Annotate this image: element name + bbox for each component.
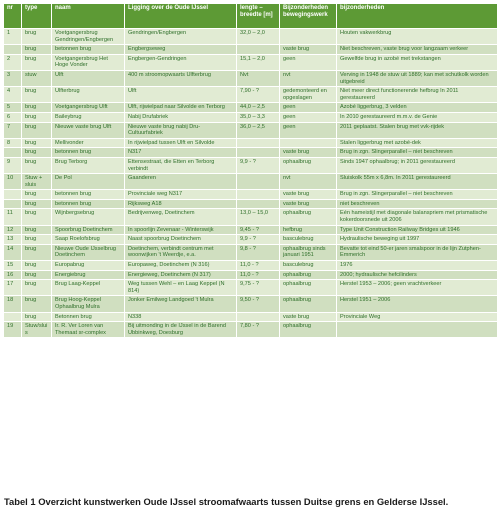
table-row: [4, 29, 498, 45]
cell-bijzonderheden: Niet beschreven, vaste brug voor langzaam verkeer: [337, 45, 498, 55]
table-row: [4, 174, 498, 190]
cell-bijzonderheden: Gewelfde brug in azobé met trekstangen: [337, 54, 498, 70]
cell-nr: 13: [4, 235, 22, 245]
cell-afmeting: 13,0 – 15,0: [237, 209, 280, 225]
cell-naam: Brug Hoog-Keppel Ophaalbrug Mulra: [52, 296, 125, 312]
cell-type: brug: [22, 112, 52, 122]
cell-bijzonderheden: Hydraulische beweging uit 1997: [337, 235, 498, 245]
cell-ligging: N338: [125, 312, 237, 322]
column-header: Bijzonderheden bewegingswerk: [280, 4, 337, 29]
cell-bewegingswerk: ophaalbrug: [280, 270, 337, 280]
table-body: [4, 29, 498, 338]
cell-afmeting: 35,0 – 3,3: [237, 112, 280, 122]
cell-nr: 9: [4, 157, 22, 173]
cell-bewegingswerk: vaste brug: [280, 312, 337, 322]
cell-bijzonderheden: Herstel 1953 – 2006; geen vrachtverkeer: [337, 280, 498, 296]
cell-naam: Spoorbrug Doetinchem: [52, 225, 125, 235]
table-row: [4, 112, 498, 122]
cell-bijzonderheden: Type Unit Construction Railway Bridges uit 1946: [337, 225, 498, 235]
cell-nr: 12: [4, 225, 22, 235]
cell-nr: [4, 148, 22, 158]
cell-type: Stuw + sluis: [22, 174, 52, 190]
cell-nr: [4, 190, 22, 200]
kunstwerken-table: [3, 3, 498, 338]
cell-bewegingswerk: nvt: [280, 70, 337, 86]
cell-afmeting: [237, 199, 280, 209]
cell-nr: 2: [4, 54, 22, 70]
cell-type: brug: [22, 45, 52, 55]
table-row: [4, 148, 498, 158]
table-row: [4, 138, 498, 148]
cell-nr: [4, 45, 22, 55]
cell-bewegingswerk: geen: [280, 54, 337, 70]
cell-bijzonderheden: Bevatte tot eind 50-er jaren smalspoor in de lijn Zutphen-Emmerich: [337, 244, 498, 260]
column-header: type: [22, 4, 52, 29]
cell-nr: [4, 312, 22, 322]
cell-ligging: In spoorlijn Zevenaar - Winterswijk: [125, 225, 237, 235]
cell-naam: betonnen brug: [52, 199, 125, 209]
cell-nr: 6: [4, 112, 22, 122]
cell-ligging: Weg tussen Wehl – en Laag Keppel (N 814): [125, 280, 237, 296]
cell-afmeting: 15,1 – 2,0: [237, 54, 280, 70]
cell-bewegingswerk: [280, 29, 337, 45]
cell-ligging: Gaanderen: [125, 174, 237, 190]
cell-ligging: In rijwielpad tussen Ulft en Silvolde: [125, 138, 237, 148]
cell-naam: Brug Laag-Keppel: [52, 280, 125, 296]
cell-bewegingswerk: geen: [280, 122, 337, 138]
cell-bewegingswerk: vaste brug: [280, 190, 337, 200]
cell-naam: betonnen brug: [52, 148, 125, 158]
cell-afmeting: 9,9 - ?: [237, 235, 280, 245]
cell-bewegingswerk: ophaalbrug: [280, 280, 337, 296]
cell-ligging: Nabij Drufabriek: [125, 112, 237, 122]
column-header: lengte – breedte [m]: [237, 4, 280, 29]
cell-naam: Nieuwe Oude IJsselbrug Doetinchem: [52, 244, 125, 260]
cell-nr: 8: [4, 138, 22, 148]
cell-type: brug: [22, 225, 52, 235]
cell-nr: 11: [4, 209, 22, 225]
cell-afmeting: 7,90 - ?: [237, 87, 280, 103]
cell-ligging: Ettensestraat, die Etten en Terborg verbindt: [125, 157, 237, 173]
cell-naam: Nieuwe vaste brug Ulft: [52, 122, 125, 138]
table-row: [4, 103, 498, 113]
cell-bewegingswerk: geen: [280, 112, 337, 122]
cell-naam: Ulft: [52, 70, 125, 86]
cell-type: brug: [22, 244, 52, 260]
cell-bewegingswerk: ophaalbrug: [280, 296, 337, 312]
cell-nr: 19: [4, 322, 22, 338]
cell-type: Stuw/sluis: [22, 322, 52, 338]
cell-naam: Saap Roelofsbrug: [52, 235, 125, 245]
cell-afmeting: 32,0 – 2,0: [237, 29, 280, 45]
table-row: [4, 122, 498, 138]
cell-bijzonderheden: Houten vakwerkbrug: [337, 29, 498, 45]
cell-bijzonderheden: 2011 geplaatst. Stalen brug met vvk-rijdek: [337, 122, 498, 138]
cell-naam: Voetgangersbrug Het Hoge Vonder: [52, 54, 125, 70]
cell-type: brug: [22, 157, 52, 173]
cell-bewegingswerk: basculebrug: [280, 235, 337, 245]
cell-afmeting: 44,0 – 2,5: [237, 103, 280, 113]
cell-bijzonderheden: Stalen liggerbrug met azobé-dek: [337, 138, 498, 148]
cell-naam: De Pol: [52, 174, 125, 190]
cell-bijzonderheden: Herstel 1951 – 2006: [337, 296, 498, 312]
cell-ligging: Gendringen/Engbergen: [125, 29, 237, 45]
cell-bewegingswerk: ophaalbrug: [280, 157, 337, 173]
cell-afmeting: 9,45 - ?: [237, 225, 280, 235]
cell-ligging: Naast spoorbrug Doetinchem: [125, 235, 237, 245]
column-header: naam: [52, 4, 125, 29]
cell-nr: 10: [4, 174, 22, 190]
cell-bewegingswerk: vaste brug: [280, 148, 337, 158]
cell-ligging: Bij uitmonding in de IJssel in de Barend Ubbinkweg, Doesburg: [125, 322, 237, 338]
cell-bewegingswerk: vaste brug: [280, 45, 337, 55]
cell-nr: 15: [4, 261, 22, 271]
cell-bewegingswerk: ophaalbrug: [280, 322, 337, 338]
cell-bewegingswerk: ophaalbrug: [280, 209, 337, 225]
cell-type: brug: [22, 270, 52, 280]
cell-bijzonderheden: [337, 322, 498, 338]
cell-nr: [4, 199, 22, 209]
cell-ligging: Bedrijvenweg, Doetinchem: [125, 209, 237, 225]
cell-ligging: Engbergen-Gendringen: [125, 54, 237, 70]
cell-afmeting: [237, 138, 280, 148]
cell-naam: Mellivonder: [52, 138, 125, 148]
table-row: [4, 235, 498, 245]
cell-nr: 3: [4, 70, 22, 86]
cell-afmeting: 9,9 - ?: [237, 157, 280, 173]
cell-bijzonderheden: Sinds 1947 ophaalbrug; in 2011 gerestaureerd: [337, 157, 498, 173]
cell-type: brug: [22, 235, 52, 245]
cell-bijzonderheden: 2000; hydraulische hefcilinders: [337, 270, 498, 280]
cell-nr: 5: [4, 103, 22, 113]
cell-bewegingswerk: [280, 138, 337, 148]
cell-naam: Wijnbergsebrug: [52, 209, 125, 225]
cell-naam: Europabrug: [52, 261, 125, 271]
cell-bijzonderheden: Eén hameistijl met diagonale balanspriem met prismatische kokerdoorsnede uit 2006: [337, 209, 498, 225]
cell-ligging: Ulft, rijwielpad naar Silvolde en Terborg: [125, 103, 237, 113]
cell-ligging: 400 m stroomopwaarts Ulfterbrug: [125, 70, 237, 86]
cell-ligging: Doetinchem, verbindt centrum met woonwijken 't Weerdje, e.a.: [125, 244, 237, 260]
cell-bewegingswerk: geen: [280, 103, 337, 113]
cell-bijzonderheden: Provinciale Weg: [337, 312, 498, 322]
cell-naam: betonnen brug: [52, 190, 125, 200]
cell-ligging: N317: [125, 148, 237, 158]
cell-type: brug: [22, 190, 52, 200]
cell-nr: 18: [4, 296, 22, 312]
cell-afmeting: [237, 45, 280, 55]
cell-naam: Energiebrug: [52, 270, 125, 280]
table-row: [4, 312, 498, 322]
cell-ligging: Jonker Emilweg Landgoed 't Mulra: [125, 296, 237, 312]
cell-bewegingswerk: basculebrug: [280, 261, 337, 271]
table-row: [4, 157, 498, 173]
table-caption: Tabel 1 Overzicht kunstwerken Oude IJssel stroomafwaarts tussen Duitse grens en Gelderse IJssel.: [4, 496, 449, 507]
cell-afmeting: 9,50 - ?: [237, 296, 280, 312]
cell-nr: 4: [4, 87, 22, 103]
cell-nr: 7: [4, 122, 22, 138]
cell-type: brug: [22, 148, 52, 158]
column-header: bijzonderheden: [337, 4, 498, 29]
cell-type: brug: [22, 138, 52, 148]
table-row: [4, 322, 498, 338]
table-row: [4, 270, 498, 280]
table-row: [4, 225, 498, 235]
cell-ligging: Engbergseweg: [125, 45, 237, 55]
table-row: [4, 54, 498, 70]
table-row: [4, 209, 498, 225]
cell-ligging: Nieuwe vaste brug nabij Dru-Cultuurfabriek: [125, 122, 237, 138]
cell-afmeting: 9,75 - ?: [237, 280, 280, 296]
cell-bewegingswerk: ophaalbrug sinds januari 1951: [280, 244, 337, 260]
cell-ligging: Energieweg, Doetinchem (N 317): [125, 270, 237, 280]
cell-bewegingswerk: nvt: [280, 174, 337, 190]
cell-naam: Betonnen brug: [52, 312, 125, 322]
cell-afmeting: [237, 190, 280, 200]
cell-bijzonderheden: In 2010 gerestaureerd m.m.v. de Genie: [337, 112, 498, 122]
cell-naam: Brug Terborg: [52, 157, 125, 173]
cell-bijzonderheden: Brug in zgn. Slingerparallel – niet beschreven: [337, 148, 498, 158]
cell-type: brug: [22, 103, 52, 113]
cell-naam: Voetgangersbrug Gendringen/Engbergen: [52, 29, 125, 45]
cell-afmeting: 11,0 - ?: [237, 261, 280, 271]
cell-ligging: Provinciale weg N317: [125, 190, 237, 200]
cell-afmeting: 9,8 - ?: [237, 244, 280, 260]
cell-afmeting: 7,80 - ?: [237, 322, 280, 338]
table-row: [4, 70, 498, 86]
cell-type: brug: [22, 29, 52, 45]
cell-afmeting: [237, 148, 280, 158]
cell-bewegingswerk: gedemonteerd en opgeslagen: [280, 87, 337, 103]
table-row: [4, 261, 498, 271]
cell-bijzonderheden: niet beschreven: [337, 199, 498, 209]
cell-bijzonderheden: Azobé liggerbrug, 3 velden: [337, 103, 498, 113]
cell-type: brug: [22, 280, 52, 296]
cell-afmeting: [237, 174, 280, 190]
cell-type: brug: [22, 261, 52, 271]
column-header: Ligging over de Oude IJssel: [125, 4, 237, 29]
cell-afmeting: 11,0 - ?: [237, 270, 280, 280]
column-header: nr: [4, 4, 22, 29]
cell-nr: 17: [4, 280, 22, 296]
cell-naam: Voetgangersbrug Ulft: [52, 103, 125, 113]
cell-ligging: Europaweg, Doetinchem (N 316): [125, 261, 237, 271]
table-row: [4, 87, 498, 103]
cell-type: brug: [22, 199, 52, 209]
cell-bijzonderheden: 1976: [337, 261, 498, 271]
table-row: [4, 244, 498, 260]
table-row: [4, 280, 498, 296]
table-row: [4, 190, 498, 200]
cell-ligging: Rijksweg A18: [125, 199, 237, 209]
cell-nr: 16: [4, 270, 22, 280]
cell-type: brug: [22, 122, 52, 138]
cell-type: stuw: [22, 70, 52, 86]
cell-bewegingswerk: vaste brug: [280, 199, 337, 209]
table-row: [4, 199, 498, 209]
cell-afmeting: Nvt: [237, 70, 280, 86]
cell-bewegingswerk: hefbrug: [280, 225, 337, 235]
table-row: [4, 45, 498, 55]
cell-afmeting: [237, 312, 280, 322]
cell-bijzonderheden: Sluiskolk 55m x 6,8m. In 2011 gerestaureerd: [337, 174, 498, 190]
cell-type: brug: [22, 296, 52, 312]
cell-type: brug: [22, 87, 52, 103]
cell-ligging: Ulft: [125, 87, 237, 103]
cell-afmeting: 36,0 – 2,5: [237, 122, 280, 138]
cell-type: brug: [22, 312, 52, 322]
cell-naam: Ulfterbrug: [52, 87, 125, 103]
cell-nr: 1: [4, 29, 22, 45]
cell-bijzonderheden: Niet meer direct functionerende hefbrug In 2011 gerestaureerd: [337, 87, 498, 103]
table-row: [4, 296, 498, 312]
cell-nr: 14: [4, 244, 22, 260]
cell-naam: Ir. R. Ver Loren van Themaat sr-complex: [52, 322, 125, 338]
cell-bijzonderheden: Brug in zgn. Slingerparallel – niet beschreven: [337, 190, 498, 200]
cell-bijzonderheden: Verving in 1948 de stuw uit 1889; kan met schutkolk worden uitgebreid: [337, 70, 498, 86]
cell-type: brug: [22, 54, 52, 70]
table-header-row: [4, 4, 498, 29]
cell-naam: Baileybrug: [52, 112, 125, 122]
cell-naam: betonnen brug: [52, 45, 125, 55]
cell-type: brug: [22, 209, 52, 225]
